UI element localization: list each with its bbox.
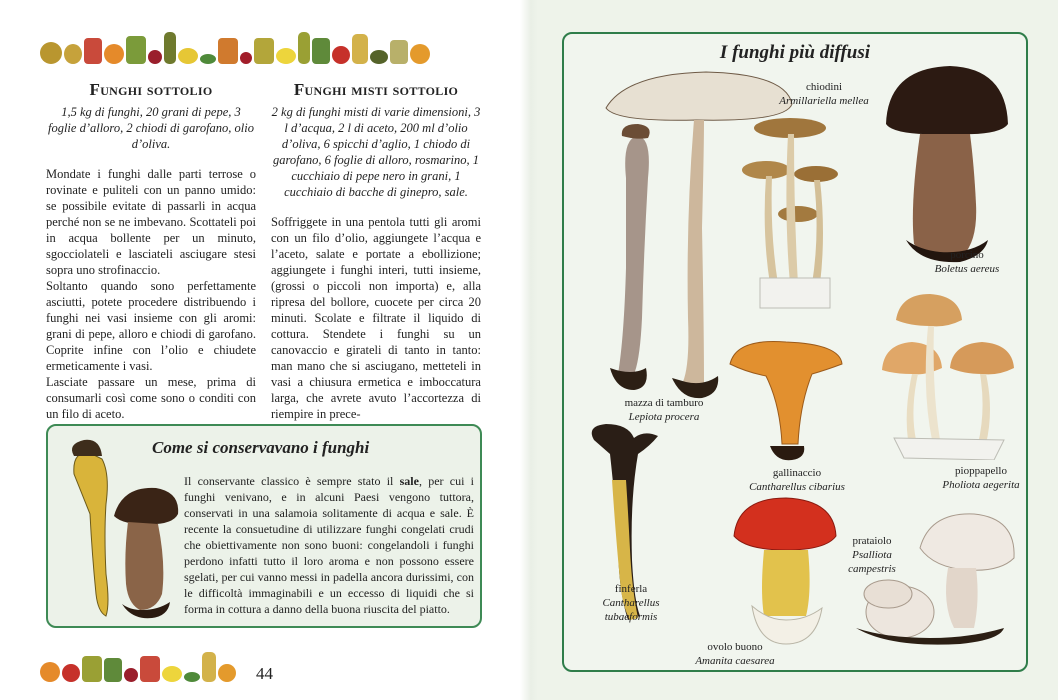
caption-common: chiodini [805,81,843,93]
caption-latin: Cantharellus tubaeformis [602,597,660,623]
orange-icon [40,662,60,682]
caption-chiodini [774,80,874,108]
orange-icon [410,44,430,64]
info-box-text [184,473,474,617]
plate-title: I funghi più diffusi [719,42,871,63]
leaf-icon [200,54,216,64]
info-box-conservation [46,424,482,628]
recipe-paragraph: Lasciate passare un mese, prima di consumarli così come sono o conditi con un filo di aceto. [46,375,256,421]
caption-common: mazza di tamburo [624,397,704,409]
mushroom-plate-frame [562,32,1028,672]
caption-pioppino [936,464,1026,492]
info-box-title: Come si conservavano i funghi [152,438,370,457]
jar-icon [254,38,274,64]
caption-porcino [922,248,1012,276]
recipe-paragraph: Mondate i funghi dalle parti terrose o rovinate e puliteli con un panno umido: se possibile evitate di passarli in acqua perché non se ne imbevano. Scottateli poi in acqua bollente per un minuto, sgocciolateli e lasciateli asciugare stesi sopra uno strofinaccio. [46,167,256,277]
chanterelle-icon [726,334,846,464]
apple-icon [62,664,80,682]
caption-common: pioppарello [955,465,1007,477]
apple-icon [40,42,62,64]
info-text-bold: sale [399,474,419,488]
jar-icon [82,656,102,682]
caption-latin: Psalliota campestris [848,549,896,575]
apple-icon [332,46,350,64]
recipe-body [46,166,256,422]
caption-latin: Armillariella mellea [779,95,869,107]
bottle-icon [202,652,216,682]
caesar-mushroom-icon [730,496,840,646]
recipe-title: Funghi sottolio [89,80,213,99]
honey-fungus-icon [740,114,840,314]
jar-icon [312,38,330,64]
jar-icon [140,656,160,682]
bottle-icon [164,32,176,64]
bottle-icon [352,34,368,64]
caption-common: prataiolo [852,535,892,547]
caption-latin: Pholiota aegerita [942,479,1020,491]
field-mushroom-icon [850,508,1020,648]
bottle-icon [298,32,310,64]
recipe-paragraph: Soltanto quando sono perfettamente asciutti, potete procedere distribuendo i funghi nei vasi insieme con gli aromi: grani di pepe, alloro e chiodi di garofano. Coprite infine con l’olio e chiudete ermeticamente i vasi. [46,279,256,373]
lemon-icon [162,666,182,682]
pioppino-icon [874,290,1024,460]
berries-icon [124,668,138,682]
recipe-funghi-sottolio [46,80,256,422]
caption-latin: Cantharellus cibarius [749,481,845,493]
jar-icon [104,658,122,682]
caption-latin: Lepiota procera [628,411,700,423]
recipe-title: Funghi misti sottolio [293,80,459,99]
cherry-icon [240,52,252,64]
pear-icon [64,44,82,64]
recipe-ingredients: 2 kg di funghi misti di varie dimensioni, 3 l d’acqua, 2 l di aceto, 200 ml d’olio d’oliva, 6 spicchi d’aglio, 1 chiodo di garofano, 6 foglie di alloro, rosmarino, 1 cucchiaio di pepe nero in grani, 1 cucchiaio di bacche di ginepro, sale. [271,105,481,199]
orange-icon [104,44,124,64]
caption-prataiolo [834,534,910,576]
fruit-border-top [40,24,485,64]
info-text-end: , per cui i funghi venivano, e in alcuni Paesi vengono tuttora, conservati in una salamoia solitamente di acqua e sale. È recente la consuetudine di utilizzare funghi congelati crudi che obiettivamente non sono buoni: congelandoli i funghi perdono infatti tutto il loro aroma e non possono essere sgelati, per cui vanno messi in padella ancora durissimi, con le difficoltà immaginabili e un eccesso di liquidi che si forma in cottura a danno della buona riuscita del piatto. [184,474,474,616]
caption-ovolo-buono [690,640,780,668]
mushroom-illustration-icon [62,434,182,624]
caption-common: finferla [614,583,648,595]
caption-gallinaccio [732,466,862,494]
recipe-ingredients: 1,5 kg di funghi, 20 grani di pepe, 3 foglie d’alloro, 2 chiodi di garofano, olio d’oliva. [47,105,254,151]
orange-icon [218,664,236,682]
lemon-icon [276,48,296,64]
caption-common: porcino [950,249,984,261]
recipe-paragraph: Soffriggete in una pentola tutti gli aromi con un filo d’olio, aggiungete l’acqua e l’aceto, salate e portate a ebollizione; aggiungete i funghi interi, tutti insieme, (grossi o piccoli non importa) e, alla ripresa del bollore, cuocete per circa 20 minuti. Scolate e filtrate il liquido di cottura. Stendete i funghi su un canovaccio e girateli di tanto in tanto: man mano che si asciugano, metteteli in vasi a chiusura ermetica e imboccatura larga, che avrete avuto l’accortezza di riempire in prece- [271,215,481,421]
lemon-icon [178,48,198,64]
recipe-funghi-misti-sottolio [271,80,481,422]
olives-icon [370,50,388,64]
info-text-start: Il conservante classico è sempre stato il [184,474,400,488]
recipe-body [271,214,481,422]
porcino-icon [880,64,1010,274]
fruit-border-bottom [40,642,250,682]
caption-common: gallinaccio [772,467,822,479]
caption-latin: Boletus aereus [934,263,1000,275]
caption-common: ovolo buono [707,641,763,653]
leaf-icon [184,672,200,682]
jar-icon [390,40,408,64]
page-gutter [520,0,538,700]
caption-latin: Amanita caesarea [695,655,775,667]
caption-finferla [586,582,676,624]
jar-icon [84,38,102,64]
jar-icon [126,36,146,64]
jar-icon [218,38,238,64]
page-number: 44 [256,664,273,683]
berries-icon [148,50,162,64]
right-page [538,0,1058,700]
